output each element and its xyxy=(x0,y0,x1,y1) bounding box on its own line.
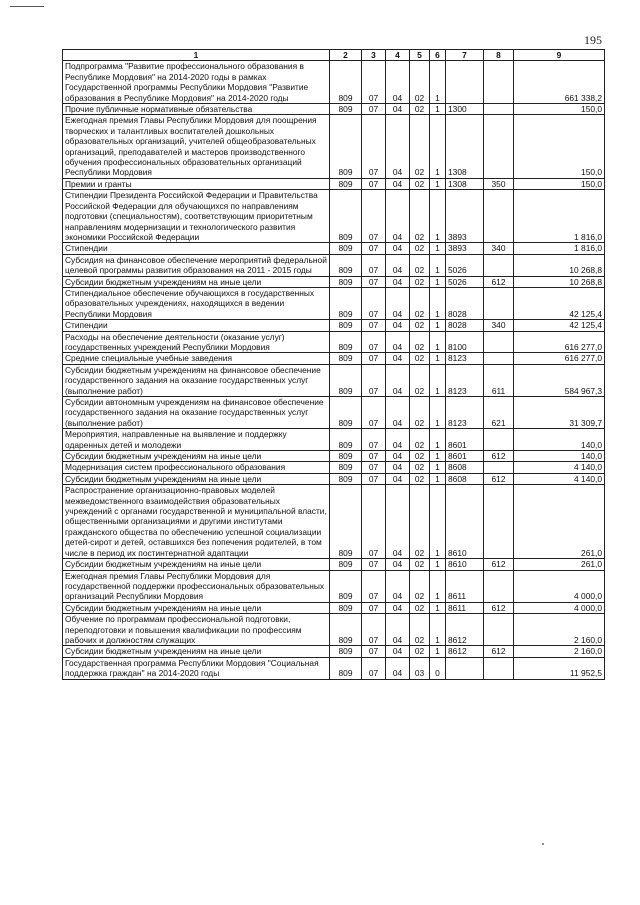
ministry-code: 809 xyxy=(330,397,362,429)
item-name: Премии и гранты xyxy=(63,178,330,189)
item-name: Стипендии xyxy=(63,320,330,331)
item-name: Субсидии бюджетным учреждениям на иные цели xyxy=(63,451,330,462)
subsection-code: 04 xyxy=(386,104,410,115)
section-code: 07 xyxy=(362,462,386,473)
subprogram-code: 1 xyxy=(430,429,446,451)
target-article-code: 8610 xyxy=(446,559,484,570)
ministry-code: 809 xyxy=(330,570,362,602)
page-number: 195 xyxy=(584,33,602,47)
subprogram-code: 1 xyxy=(430,397,446,429)
expense-type-code xyxy=(484,614,514,646)
subsection-code: 04 xyxy=(386,178,410,189)
subprogram-code: 1 xyxy=(430,287,446,319)
ministry-code: 809 xyxy=(330,451,362,462)
program-code: 02 xyxy=(410,429,430,451)
header-col-2: 2 xyxy=(330,50,362,61)
target-article-code: 3893 xyxy=(446,190,484,243)
target-article-code: 8608 xyxy=(446,462,484,473)
ministry-code: 809 xyxy=(330,254,362,276)
expense-type-code xyxy=(484,254,514,276)
target-article-code: 8611 xyxy=(446,602,484,613)
section-code: 07 xyxy=(362,104,386,115)
subprogram-code: 1 xyxy=(430,462,446,473)
amount: 10 268,8 xyxy=(514,276,605,287)
amount: 4 140,0 xyxy=(514,473,605,484)
amount: 261,0 xyxy=(514,559,605,570)
expense-type-code xyxy=(484,657,514,679)
amount: 4 140,0 xyxy=(514,462,605,473)
table-row xyxy=(63,570,605,602)
amount: 661 338,2 xyxy=(514,61,605,104)
expense-type-code xyxy=(484,462,514,473)
subprogram-code: 1 xyxy=(430,451,446,462)
ministry-code: 809 xyxy=(330,364,362,396)
subprogram-code: 1 xyxy=(430,570,446,602)
program-code: 02 xyxy=(410,646,430,657)
expense-type-code: 611 xyxy=(484,364,514,396)
amount: 140,0 xyxy=(514,429,605,451)
item-name: Субсидии бюджетным учреждениям на иные цели xyxy=(63,473,330,484)
table-row xyxy=(63,451,605,462)
subsection-code: 04 xyxy=(386,397,410,429)
target-article-code: 8028 xyxy=(446,320,484,331)
expense-type-code: 340 xyxy=(484,320,514,331)
table-row xyxy=(63,429,605,451)
expense-type-code: 612 xyxy=(484,473,514,484)
program-code: 02 xyxy=(410,462,430,473)
program-code: 02 xyxy=(410,364,430,396)
amount: 2 160,0 xyxy=(514,614,605,646)
subsection-code: 04 xyxy=(386,243,410,254)
program-code: 02 xyxy=(410,243,430,254)
item-name: Прочие публичные нормативные обязательства xyxy=(63,104,330,115)
subsection-code: 04 xyxy=(386,190,410,243)
item-name: Субсидии бюджетным учреждениям на иные цели xyxy=(63,559,330,570)
expense-type-code: 612 xyxy=(484,646,514,657)
expense-type-code xyxy=(484,331,514,353)
target-article-code: 8100 xyxy=(446,331,484,353)
subsection-code: 04 xyxy=(386,462,410,473)
ministry-code: 809 xyxy=(330,462,362,473)
header-col-5: 5 xyxy=(410,50,430,61)
amount: 616 277,0 xyxy=(514,353,605,364)
program-code: 02 xyxy=(410,190,430,243)
target-article-code: 8612 xyxy=(446,614,484,646)
section-code: 07 xyxy=(362,243,386,254)
item-name: Подпрограмма "Развитие профессионального образования в Республике Мордовия" на 2014-2020 годы в рамках Государственной программы Республики Мордовия "Развитие образования в Республике Мордовия" на 2014-2020 годы xyxy=(63,61,330,104)
table-row xyxy=(63,646,605,657)
subprogram-code: 1 xyxy=(430,276,446,287)
ministry-code: 809 xyxy=(330,61,362,104)
expense-type-code xyxy=(484,570,514,602)
amount: 140,0 xyxy=(514,451,605,462)
program-code: 02 xyxy=(410,104,430,115)
program-code: 02 xyxy=(410,451,430,462)
subprogram-code: 1 xyxy=(430,646,446,657)
table-row xyxy=(63,657,605,679)
subsection-code: 04 xyxy=(386,657,410,679)
section-code: 07 xyxy=(362,614,386,646)
target-article-code xyxy=(446,61,484,104)
ministry-code: 809 xyxy=(330,287,362,319)
item-name: Обучение по программам профессиональной подготовки, переподготовки и повышения квалификации по профессиям рабочих и должностям служащих xyxy=(63,614,330,646)
expense-type-code xyxy=(484,287,514,319)
subsection-code: 04 xyxy=(386,451,410,462)
section-code: 07 xyxy=(362,657,386,679)
amount: 11 952,5 xyxy=(514,657,605,679)
section-code: 07 xyxy=(362,178,386,189)
section-code: 07 xyxy=(362,473,386,484)
program-code: 02 xyxy=(410,178,430,189)
ministry-code: 809 xyxy=(330,485,362,559)
program-code: 02 xyxy=(410,570,430,602)
table-row xyxy=(63,364,605,396)
subsection-code: 04 xyxy=(386,485,410,559)
expense-type-code xyxy=(484,429,514,451)
header-col-8: 8 xyxy=(484,50,514,61)
program-code: 02 xyxy=(410,473,430,484)
amount: 1 816,0 xyxy=(514,243,605,254)
ministry-code: 809 xyxy=(330,657,362,679)
section-code: 07 xyxy=(362,320,386,331)
table-row xyxy=(63,485,605,559)
subprogram-code: 1 xyxy=(430,190,446,243)
amount: 31 309,7 xyxy=(514,397,605,429)
program-code: 02 xyxy=(410,331,430,353)
table-row xyxy=(63,115,605,178)
ministry-code: 809 xyxy=(330,276,362,287)
subsection-code: 04 xyxy=(386,61,410,104)
subsection-code: 04 xyxy=(386,364,410,396)
table-row xyxy=(63,397,605,429)
section-code: 07 xyxy=(362,397,386,429)
ministry-code: 809 xyxy=(330,602,362,613)
expense-type-code: 621 xyxy=(484,397,514,429)
table-row xyxy=(63,320,605,331)
header-col-7: 7 xyxy=(446,50,484,61)
subprogram-code: 1 xyxy=(430,320,446,331)
ministry-code: 809 xyxy=(330,243,362,254)
item-name: Мероприятия, направленные на выявление и поддержку одаренных детей и молодежи xyxy=(63,429,330,451)
expense-type-code: 612 xyxy=(484,451,514,462)
expense-type-code xyxy=(484,353,514,364)
item-name: Субсидии автономным учреждениям на финансовое обеспечение государственного задания на оказание государственных услуг (выполнение работ) xyxy=(63,397,330,429)
item-name: Государственная программа Республики Мордовия "Социальная поддержка граждан" на 2014-2020 годы xyxy=(63,657,330,679)
table-header-row xyxy=(63,50,605,61)
item-name: Модернизация систем профессионального образования xyxy=(63,462,330,473)
expense-type-code: 612 xyxy=(484,559,514,570)
ministry-code: 809 xyxy=(330,104,362,115)
table-row xyxy=(63,353,605,364)
table-row xyxy=(63,61,605,104)
amount: 4 000,0 xyxy=(514,602,605,613)
table-row xyxy=(63,614,605,646)
header-col-3: 3 xyxy=(362,50,386,61)
amount: 261,0 xyxy=(514,485,605,559)
section-code: 07 xyxy=(362,353,386,364)
subprogram-code: 1 xyxy=(430,485,446,559)
item-name: Субсидии бюджетным учреждениям на иные цели xyxy=(63,276,330,287)
subsection-code: 04 xyxy=(386,429,410,451)
expense-type-code: 350 xyxy=(484,178,514,189)
section-code: 07 xyxy=(362,331,386,353)
ministry-code: 809 xyxy=(330,473,362,484)
subprogram-code: 1 xyxy=(430,614,446,646)
section-code: 07 xyxy=(362,287,386,319)
subsection-code: 04 xyxy=(386,331,410,353)
section-code: 07 xyxy=(362,190,386,243)
amount: 150,0 xyxy=(514,178,605,189)
subprogram-code: 1 xyxy=(430,473,446,484)
target-article-code: 8612 xyxy=(446,646,484,657)
table-row xyxy=(63,276,605,287)
target-article-code: 8610 xyxy=(446,485,484,559)
program-code: 02 xyxy=(410,397,430,429)
table-row xyxy=(63,254,605,276)
section-code: 07 xyxy=(362,276,386,287)
target-article-code: 8028 xyxy=(446,287,484,319)
target-article-code: 8611 xyxy=(446,570,484,602)
section-code: 07 xyxy=(362,602,386,613)
section-code: 07 xyxy=(362,559,386,570)
program-code: 02 xyxy=(410,614,430,646)
section-code: 07 xyxy=(362,115,386,178)
table-row xyxy=(63,287,605,319)
subsection-code: 04 xyxy=(386,287,410,319)
subprogram-code: 1 xyxy=(430,243,446,254)
target-article-code: 8123 xyxy=(446,364,484,396)
table-row xyxy=(63,190,605,243)
expense-type-code xyxy=(484,104,514,115)
target-article-code: 8123 xyxy=(446,397,484,429)
target-article-code: 1308 xyxy=(446,115,484,178)
program-code: 02 xyxy=(410,485,430,559)
subprogram-code: 1 xyxy=(430,104,446,115)
target-article-code: 8601 xyxy=(446,451,484,462)
subsection-code: 04 xyxy=(386,570,410,602)
target-article-code: 5026 xyxy=(446,254,484,276)
amount: 10 268,8 xyxy=(514,254,605,276)
section-code: 07 xyxy=(362,646,386,657)
target-article-code: 1308 xyxy=(446,178,484,189)
scan-mark xyxy=(10,6,44,7)
item-name: Распространение организационно-правовых моделей межведомственного взаимодействия образовательных учреждений с органами государственной и муниципальной власти, общественными организациями и другими институтами гражданского общества по обеспечению успешной социализации детей-сирот и детей, оставшихся без попечения родителей, в том числе в период их постинтернатной адаптации xyxy=(63,485,330,559)
program-code: 02 xyxy=(410,276,430,287)
expense-type-code: 340 xyxy=(484,243,514,254)
amount: 150,0 xyxy=(514,115,605,178)
ministry-code: 809 xyxy=(330,559,362,570)
header-col-1: 1 xyxy=(63,50,330,61)
subsection-code: 04 xyxy=(386,646,410,657)
expense-type-code xyxy=(484,115,514,178)
target-article-code: 8608 xyxy=(446,473,484,484)
subsection-code: 04 xyxy=(386,602,410,613)
subsection-code: 04 xyxy=(386,320,410,331)
amount: 150,0 xyxy=(514,104,605,115)
table-row xyxy=(63,178,605,189)
item-name: Субсидии бюджетным учреждениям на иные цели xyxy=(63,602,330,613)
subsection-code: 04 xyxy=(386,115,410,178)
amount: 584 967,3 xyxy=(514,364,605,396)
expense-type-code xyxy=(484,61,514,104)
section-code: 07 xyxy=(362,429,386,451)
amount: 2 160,0 xyxy=(514,646,605,657)
amount: 4 000,0 xyxy=(514,570,605,602)
item-name: Средние специальные учебные заведения xyxy=(63,353,330,364)
ministry-code: 809 xyxy=(330,614,362,646)
header-col-9: 9 xyxy=(514,50,605,61)
ministry-code: 809 xyxy=(330,331,362,353)
target-article-code: 3893 xyxy=(446,243,484,254)
subsection-code: 04 xyxy=(386,473,410,484)
section-code: 07 xyxy=(362,570,386,602)
program-code: 02 xyxy=(410,254,430,276)
item-name: Стипендии xyxy=(63,243,330,254)
item-name: Стипендии Президента Российской Федерации и Правительства Российской Федерации для обучающихся по направлениям подготовки (специальностям), соответствующим приоритетным направлениям модернизации и технологического развития экономики Российской Федерации xyxy=(63,190,330,243)
section-code: 07 xyxy=(362,254,386,276)
amount: 42 125,4 xyxy=(514,320,605,331)
target-article-code xyxy=(446,657,484,679)
amount: 42 125,4 xyxy=(514,287,605,319)
subprogram-code: 1 xyxy=(430,559,446,570)
section-code: 07 xyxy=(362,451,386,462)
subprogram-code: 0 xyxy=(430,657,446,679)
item-name: Субсидии бюджетным учреждениям на финансовое обеспечение государственного задания на оказание государственных услуг (выполнение работ) xyxy=(63,364,330,396)
program-code: 02 xyxy=(410,320,430,331)
item-name: Субсидия на финансовое обеспечение мероприятий федеральной целевой программы развития образования на 2011 - 2015 годы xyxy=(63,254,330,276)
subsection-code: 04 xyxy=(386,353,410,364)
item-name: Ежегодная премия Главы Республики Мордовия для поощрения творческих и талантливых воспитателей дошкольных образовательных организаций, учителей общеобразовательных организаций, преподавателей и мастеров производственного обучения профессиональных образовательных организаций Республики Мордовия xyxy=(63,115,330,178)
program-code: 02 xyxy=(410,115,430,178)
scan-dot xyxy=(542,843,544,845)
subsection-code: 04 xyxy=(386,254,410,276)
budget-table xyxy=(62,49,605,680)
header-col-4: 4 xyxy=(386,50,410,61)
program-code: 02 xyxy=(410,61,430,104)
subprogram-code: 1 xyxy=(430,61,446,104)
ministry-code: 809 xyxy=(330,646,362,657)
table-row xyxy=(63,473,605,484)
target-article-code: 8123 xyxy=(446,353,484,364)
table-row xyxy=(63,331,605,353)
table-row xyxy=(63,462,605,473)
ministry-code: 809 xyxy=(330,115,362,178)
expense-type-code: 612 xyxy=(484,276,514,287)
amount: 616 277,0 xyxy=(514,331,605,353)
expense-type-code xyxy=(484,485,514,559)
item-name: Расходы на обеспечение деятельности (оказание услуг) государственных учреждений Республики Мордовия xyxy=(63,331,330,353)
table-row xyxy=(63,602,605,613)
ministry-code: 809 xyxy=(330,190,362,243)
subprogram-code: 1 xyxy=(430,331,446,353)
subsection-code: 04 xyxy=(386,614,410,646)
program-code: 02 xyxy=(410,602,430,613)
amount: 1 816,0 xyxy=(514,190,605,243)
section-code: 07 xyxy=(362,485,386,559)
subprogram-code: 1 xyxy=(430,364,446,396)
ministry-code: 809 xyxy=(330,429,362,451)
target-article-code: 1300 xyxy=(446,104,484,115)
target-article-code: 5026 xyxy=(446,276,484,287)
ministry-code: 809 xyxy=(330,353,362,364)
program-code: 02 xyxy=(410,287,430,319)
item-name: Субсидии бюджетным учреждениям на иные цели xyxy=(63,646,330,657)
subsection-code: 04 xyxy=(386,559,410,570)
table-row xyxy=(63,104,605,115)
subsection-code: 04 xyxy=(386,276,410,287)
ministry-code: 809 xyxy=(330,178,362,189)
item-name: Стипендиальное обеспечение обучающихся в государственных образовательных учреждениях, находящихся в ведении Республики Мордовия xyxy=(63,287,330,319)
program-code: 02 xyxy=(410,559,430,570)
expense-type-code xyxy=(484,190,514,243)
item-name: Ежегодная премия Главы Республики Мордовия для государственной поддержки профессиональных образовательных организаций Республики Мордовия xyxy=(63,570,330,602)
table-body xyxy=(63,61,605,679)
section-code: 07 xyxy=(362,61,386,104)
header-col-6: 6 xyxy=(430,50,446,61)
section-code: 07 xyxy=(362,364,386,396)
target-article-code: 8601 xyxy=(446,429,484,451)
subprogram-code: 1 xyxy=(430,353,446,364)
program-code: 02 xyxy=(410,353,430,364)
subprogram-code: 1 xyxy=(430,178,446,189)
subprogram-code: 1 xyxy=(430,115,446,178)
subprogram-code: 1 xyxy=(430,602,446,613)
table-row xyxy=(63,559,605,570)
expense-type-code: 612 xyxy=(484,602,514,613)
table-row xyxy=(63,243,605,254)
subprogram-code: 1 xyxy=(430,254,446,276)
program-code: 03 xyxy=(410,657,430,679)
ministry-code: 809 xyxy=(330,320,362,331)
